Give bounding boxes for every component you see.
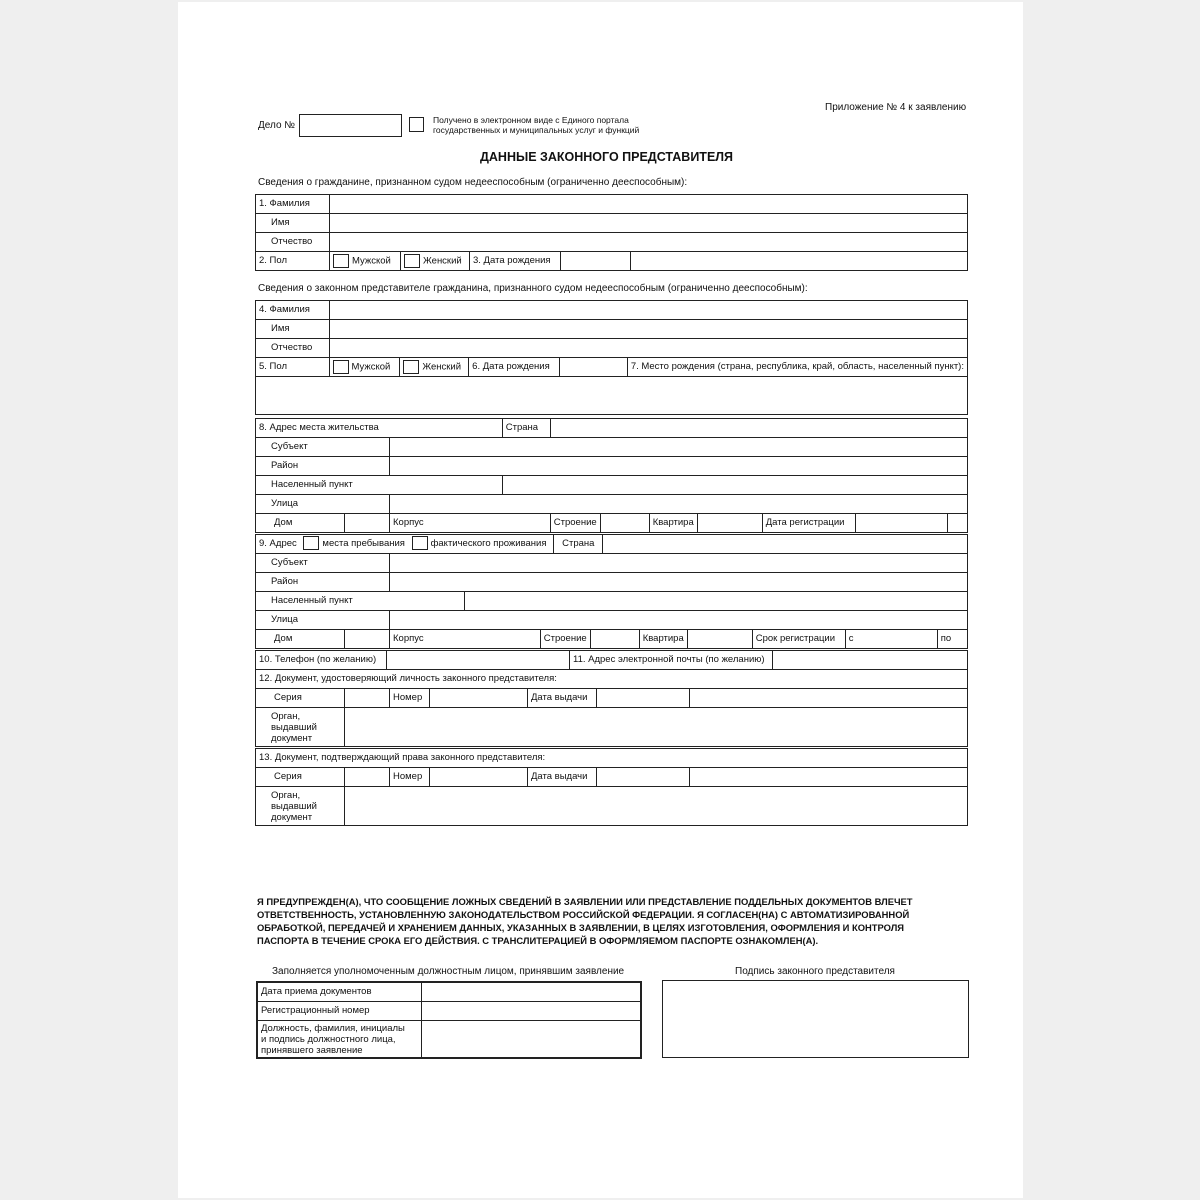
building-label: Корпус	[390, 514, 551, 533]
doc12-caption: 12. Документ, удостоверяющий личность законного представителя:	[256, 670, 968, 689]
case-label: Дело №	[258, 120, 296, 131]
house-label: Дом	[256, 514, 345, 533]
phone-field[interactable]	[387, 651, 570, 670]
doc12-issuer-field[interactable]	[345, 708, 968, 747]
page-title: ДАННЫЕ ЗАКОННОГО ПРЕДСТАВИТЕЛЯ	[480, 150, 734, 164]
doc12-date-label: Дата выдачи	[528, 689, 597, 708]
official-signature-field[interactable]	[422, 1021, 642, 1059]
country-field[interactable]	[550, 419, 967, 438]
district-field[interactable]	[390, 457, 968, 476]
address9-header-row	[256, 535, 968, 554]
doc12-series-label: Серия	[256, 689, 345, 708]
structure-label: Строение	[550, 514, 600, 533]
receipt-date-label: Дата приема документов	[257, 982, 422, 1002]
email-field[interactable]	[773, 651, 968, 670]
subject9-label: Субъект	[256, 554, 390, 573]
building9-label: Корпус	[390, 630, 541, 649]
official-table	[256, 981, 642, 1059]
contacts-table	[255, 650, 968, 670]
locality9-label: Населенный пункт	[256, 592, 465, 611]
birth-place-label: 7. Место рождения (страна, республика, край, область, населенный пункт):	[627, 358, 967, 377]
street-label: Улица	[256, 495, 390, 514]
structure-field[interactable]	[600, 514, 649, 533]
doc13-date-field[interactable]	[597, 768, 690, 787]
doc13-caption: 13. Документ, подтверждающий права законного представителя:	[256, 749, 968, 768]
blank-cell	[690, 689, 968, 708]
doc13-issuer-field[interactable]	[345, 787, 968, 826]
official-caption: Заполняется уполномоченным должностным лицом, принявшим заявление	[272, 966, 625, 977]
district9-field[interactable]	[390, 573, 968, 592]
doc12-number-label: Номер	[390, 689, 430, 708]
signature-caption: Подпись законного представителя	[735, 966, 895, 977]
locality-field[interactable]	[502, 476, 967, 495]
reg-number-field[interactable]	[422, 1002, 642, 1021]
reg-number-label: Регистрационный номер	[257, 1002, 422, 1021]
doc13-number-field[interactable]	[430, 768, 528, 787]
doc13-number-label: Номер	[390, 768, 430, 787]
doc12-issuer-label: Орган, выдавший документ	[256, 708, 345, 747]
rep-female-label: Женский	[422, 361, 462, 373]
rep-patronymic-field[interactable]	[329, 339, 967, 358]
female-checkbox[interactable]	[404, 254, 420, 268]
subject-label: Субъект	[256, 438, 390, 457]
address8-table	[255, 418, 968, 533]
apartment9-field[interactable]	[687, 630, 752, 649]
rep-birth-date-field[interactable]	[559, 358, 627, 377]
male-checkbox[interactable]	[333, 254, 349, 268]
reg-term-label: Срок регистрации	[752, 630, 845, 649]
rep-surname-field[interactable]	[329, 301, 967, 320]
blank-cell	[631, 252, 968, 271]
stay-label: места пребывания	[322, 538, 405, 549]
district9-label: Район	[256, 573, 390, 592]
structure9-label: Строение	[540, 630, 590, 649]
phone-label: 10. Телефон (по желанию)	[256, 651, 387, 670]
actual-checkbox[interactable]	[412, 536, 428, 550]
street-field[interactable]	[390, 495, 968, 514]
address9-label: 9. Адрес	[259, 538, 297, 549]
portal-note: Получено в электронном виде с Единого портала государственных и муниципальных услуг и функций	[433, 115, 640, 135]
official-position-label: Должность, фамилия, инициалы и подпись должностного лица, принявшего заявление	[257, 1021, 422, 1059]
birth-date-label: 3. Дата рождения	[470, 252, 561, 271]
from-label: с	[848, 633, 854, 644]
section2-caption: Сведения о законном представителе гражданина, признанного судом недееспособным (ограниченно дееспособным):	[258, 283, 808, 294]
appendix-note: Приложение № 4 к заявлению	[825, 102, 967, 113]
structure9-field[interactable]	[590, 630, 639, 649]
doc13-series-field[interactable]	[345, 768, 390, 787]
doc13-series-label: Серия	[256, 768, 345, 787]
rep-male-checkbox[interactable]	[333, 360, 349, 374]
reg-date-field[interactable]	[855, 514, 947, 533]
address8-label: 8. Адрес места жительства	[256, 419, 503, 438]
house9-field[interactable]	[345, 630, 390, 649]
to-label: по	[940, 633, 952, 644]
signature-field[interactable]	[662, 980, 969, 1058]
rep-surname-label: 4. Фамилия	[256, 301, 330, 320]
female-label: Женский	[423, 255, 462, 267]
house-field[interactable]	[345, 514, 390, 533]
case-number-field[interactable]	[299, 114, 402, 137]
street9-field[interactable]	[390, 611, 968, 630]
locality9-field[interactable]	[465, 592, 968, 611]
apartment9-label: Квартира	[639, 630, 687, 649]
rep-male-label: Мужской	[351, 361, 391, 373]
section1-table	[255, 194, 968, 271]
doc12-number-field[interactable]	[430, 689, 528, 708]
actual-label: фактического проживания	[430, 538, 547, 549]
birth-date-field[interactable]	[561, 252, 631, 271]
apartment-field[interactable]	[697, 514, 762, 533]
doc12-date-field[interactable]	[597, 689, 690, 708]
country-label: Страна	[502, 419, 550, 438]
name-label: Имя	[256, 214, 330, 233]
patronymic-label: Отчество	[256, 233, 330, 252]
portal-checkbox[interactable]	[409, 117, 424, 132]
blank-cell	[947, 514, 967, 533]
doc12-table	[255, 669, 968, 747]
surname-label: 1. Фамилия	[256, 195, 330, 214]
address9-table	[255, 534, 968, 649]
doc12-series-field[interactable]	[345, 689, 390, 708]
receipt-date-field[interactable]	[422, 982, 642, 1002]
street9-label: Улица	[256, 611, 390, 630]
male-label: Мужской	[352, 255, 391, 267]
rep-name-field[interactable]	[329, 320, 967, 339]
doc13-issuer-label: Орган, выдавший документ	[256, 787, 345, 826]
warning-text: Я ПРЕДУПРЕЖДЕН(А), ЧТО СООБЩЕНИЕ ЛОЖНЫХ СВЕДЕНИЙ В ЗАЯВЛЕНИИ ИЛИ ПРЕДСТАВЛЕНИЕ ПОДДЕЛЬНЫХ ДОКУМЕНТОВ ВЛЕЧЕТ ОТВЕТСТВЕННОСТЬ, УСТАНОВЛЕННУЮ ЗАКОНОДАТЕЛЬСТВОМ РОССИЙСКОЙ ФЕДЕРАЦИИ. Я СОГЛАСЕН(НА) С АВТОМАТИЗИРОВАННОЙ ОБРАБОТКОЙ, ПЕРЕДАЧЕЙ И ХРАНЕНИЕМ ДАННЫХ, УКАЗАННЫХ В ЗАЯВЛЕНИИ, В ЦЕЛЯХ ИЗГОТОВЛЕНИЯ, ОФОРМЛЕНИЯ И КОНТРОЛЯ ПАСПОРТА В ТЕЧЕНИЕ СРОКА ЕГО ДЕЙСТВИЯ. С ТРАНСЛИТЕРАЦИЕЙ В ОФОРМЛЯЕМОМ ПАСПОРТЕ ОЗНАКОМЛЕН(А).	[257, 896, 913, 946]
rep-sex-label: 5. Пол	[256, 358, 330, 377]
rep-patronymic-label: Отчество	[256, 339, 330, 358]
birth-place-field[interactable]	[256, 377, 968, 415]
locality-label: Населенный пункт	[256, 476, 503, 495]
subject-field[interactable]	[390, 438, 968, 457]
doc13-table	[255, 748, 968, 826]
reg-date-label: Дата регистрации	[762, 514, 855, 533]
apartment-label: Квартира	[649, 514, 697, 533]
section2-table	[255, 300, 968, 415]
name-field[interactable]	[330, 214, 968, 233]
surname-field[interactable]	[330, 195, 968, 214]
section1-caption: Сведения о гражданине, признанном судом недееспособным (ограниченно дееспособным):	[258, 177, 688, 188]
stay-checkbox[interactable]	[303, 536, 319, 550]
country9-label: Страна	[553, 535, 603, 553]
district-label: Район	[256, 457, 390, 476]
subject9-field[interactable]	[390, 554, 968, 573]
email-label: 11. Адрес электронной почты (по желанию)	[570, 651, 773, 670]
rep-female-checkbox[interactable]	[403, 360, 419, 374]
patronymic-field[interactable]	[330, 233, 968, 252]
sex-label: 2. Пол	[256, 252, 330, 271]
rep-name-label: Имя	[256, 320, 330, 339]
rep-birth-date-label: 6. Дата рождения	[469, 358, 560, 377]
house9-label: Дом	[256, 630, 345, 649]
doc13-date-label: Дата выдачи	[528, 768, 597, 787]
blank-cell	[690, 768, 968, 787]
